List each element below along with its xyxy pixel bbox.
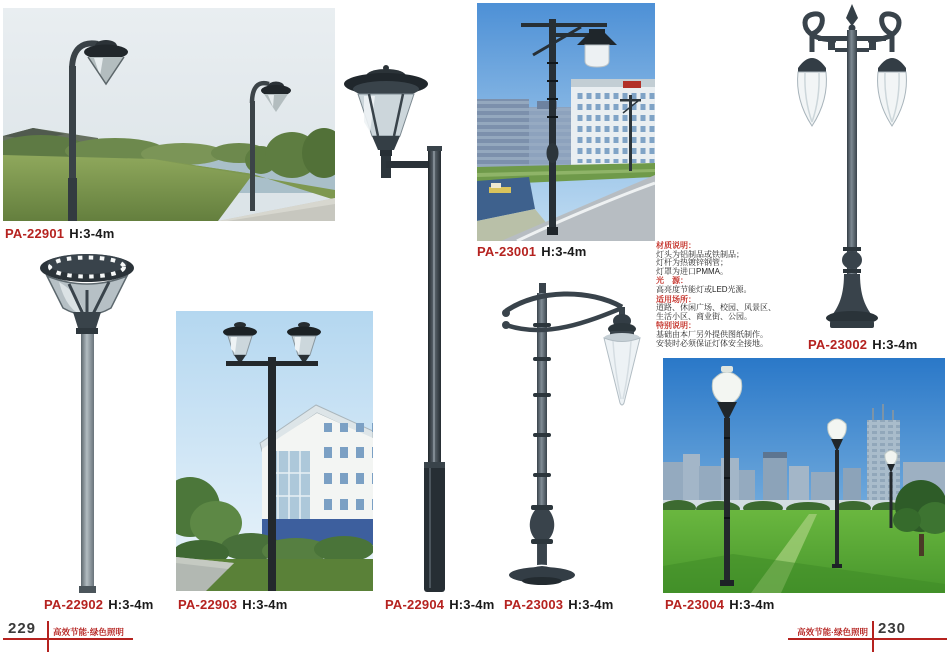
product-spec: H:3-4m xyxy=(568,597,614,612)
product-label-pa-23001 xyxy=(477,244,586,259)
note-line: 灯杆为热镀锌钢管； xyxy=(656,258,728,268)
photo-pa-23004 xyxy=(663,358,945,593)
product-code: PA-22903 xyxy=(178,597,238,612)
product-label-pa-22901 xyxy=(5,226,114,241)
product-spec: H:3-4m xyxy=(108,597,154,612)
note-line: 生活小区、商业街、公园。 xyxy=(656,311,752,321)
footer-rule-right xyxy=(788,638,947,640)
product-code: PA-23002 xyxy=(808,337,868,352)
product-label-pa-22902 xyxy=(44,597,153,612)
render-pa-22904 xyxy=(340,62,452,595)
product-code: PA-22902 xyxy=(44,597,104,612)
note-heading-special: 特别说明： xyxy=(656,321,696,331)
footer-slogan-left: 高效节能·绿色照明 xyxy=(53,627,124,637)
product-spec: H:3-4m xyxy=(69,226,115,241)
product-label-pa-23002 xyxy=(808,337,917,352)
photo-pa-22901 xyxy=(3,8,335,221)
product-code: PA-22904 xyxy=(385,597,445,612)
note-line: 基础由本厂另外提供图纸制作。 xyxy=(656,329,768,339)
page-number-left: 229 xyxy=(8,620,37,637)
render-pa-22902 xyxy=(25,246,155,594)
note-line: 灯罩为进口PMMA。 xyxy=(656,266,728,276)
product-label-pa-22904 xyxy=(385,597,494,612)
product-label-pa-23003 xyxy=(504,597,613,612)
product-label-pa-22903 xyxy=(178,597,287,612)
product-spec: H:3-4m xyxy=(449,597,495,612)
product-code: PA-23001 xyxy=(477,244,537,259)
footer-divider-right xyxy=(872,621,874,652)
product-label-pa-23004 xyxy=(665,597,774,612)
product-code: PA-23004 xyxy=(665,597,725,612)
product-code: PA-22901 xyxy=(5,226,65,241)
page-number-right: 230 xyxy=(878,620,907,637)
render-pa-23003 xyxy=(498,277,663,595)
note-line: 高亮度节能灯或LED光源。 xyxy=(656,284,752,294)
note-line: 道路、休闲广场、校园、风景区、 xyxy=(656,303,776,313)
photo-pa-23001 xyxy=(477,3,655,241)
footer-divider-left xyxy=(47,621,49,652)
product-spec: H:3-4m xyxy=(729,597,775,612)
note-heading-material: 材质说明： xyxy=(656,241,696,250)
note-line: 安装时必须保证灯体安全接地。 xyxy=(656,338,768,348)
spec-notes xyxy=(656,241,808,348)
product-code: PA-23003 xyxy=(504,597,564,612)
footer-slogan-right: 高效节能·绿色照明 xyxy=(797,627,868,637)
footer-rule-left xyxy=(3,638,133,640)
product-spec: H:3-4m xyxy=(541,244,587,259)
note-heading-light-source: 光 源： xyxy=(656,276,688,286)
note-line: 灯头为铝制品或铁制品； xyxy=(656,249,744,259)
render-pa-23002 xyxy=(788,4,938,334)
product-spec: H:3-4m xyxy=(872,337,918,352)
note-heading-applications: 适用场所： xyxy=(656,294,696,304)
product-spec: H:3-4m xyxy=(242,597,288,612)
